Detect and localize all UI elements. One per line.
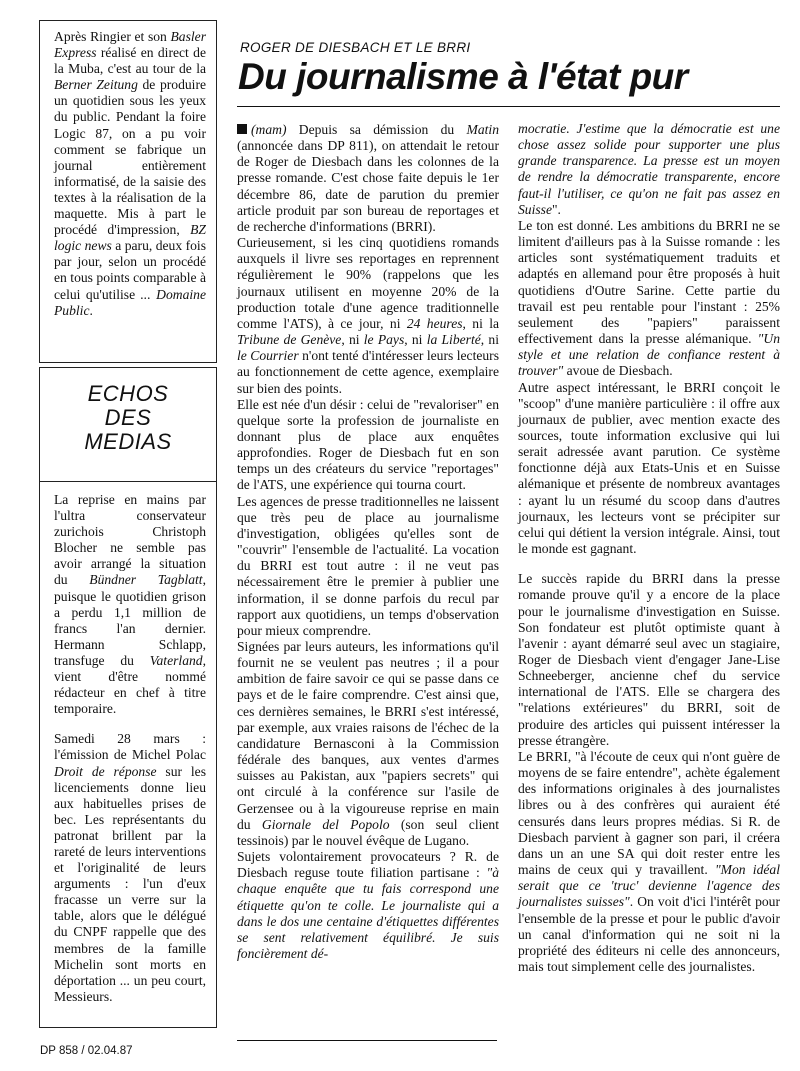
sidebar-box-bottom xyxy=(39,481,217,1028)
echos-des-medias-title: ECHOS DES MEDIAS xyxy=(84,381,172,454)
article-paragraph: Autre aspect intéressant, le BRRI conçoit le "scoop" d'une manière particulière : il offre aux journaux de publier, avec mention exacte des sources, toute information exclusive qui lui serait adressée avant parution. Ce système fonctionne déjà aux Etats-Unis et en Suisse alémanique et présente de nombreux avantages : ayant lu un résumé du scoop dans d'autres journaux, les lecteurs vont se précipiter sur celui qui détient la version intégrale. Ainsi, tout le monde est gagnant. xyxy=(518,379,780,557)
sidebar-bottom-paragraph-1: La reprise en mains par l'ultra conservateur zurichois Christoph Blocher ne semble pas avoir arrangé la situation du Bündner Tagblatt, puisque le quotidien grison a perdu 1,1 million de francs l'an dernier. Hermann Schlapp, transfuge du Vaterland, vient d'être nommé rédacteur en chef à titre temporaire. xyxy=(54,492,206,717)
bullet-square-icon xyxy=(237,124,247,134)
article-paragraph: Sujets volontairement provocateurs ? R. de Diesbach reguse toute filiation partisane : "à chaque enquête que tu fais correspond une étiquette qu'on te colle. Le journaliste qui a dans le dos une centaine d'étiquettes différentes se sent relativement équilibré. Je suis foncièrement dé- xyxy=(237,849,499,961)
column-bottom-rule xyxy=(237,1040,497,1041)
article-paragraph: Signées par leurs auteurs, les informations qu'il fournit ne se veulent pas neutres ; il a pour ambition de faire savoir ce qui se passe dans ce pays et de le faire comprendre. C'est ainsi que, ces dernières semaines, le BRRI s'est intéressé, par exemple, aux vraies raisons de l'échec de la candidature Bernasconi à la Commission fédérale des banques, aux ventes d'armes suisses au Pakistan, aux "papiers secrets" qui ont circulé à la conférence sur l'asile de Gerzensee ou à la vigoureuse reprise en main du Giornale del Popolo (son seul client tessinois) par le nouvel évêque de Lugano. xyxy=(237,639,499,848)
article-kicker: ROGER DE DIESBACH ET LE BRRI xyxy=(240,40,471,55)
article-paragraph: Elle est née d'un désir : celui de "revaloriser" en quelque sorte la profession de journaliste en donnant plus de place aux enquêtes approfondies. Roger de Diesbach fut en son temps un des créateurs du service "reportages" de l'ATS, une expérience qui tourna court. xyxy=(237,396,499,493)
article-paragraph: mocratie. J'estime que la démocratie est une chose assez solide pour supporter une plus grande transparence. La presse est un moyen de rendre la démocratie transparente, encore faut-il l'utiliser, ce qu'on ne fait pas assez en Suisse". xyxy=(518,121,780,217)
article-paragraph: Curieusement, si les cinq quotidiens romands auxquels il livre ses reportages en reprennent régulièrement le 90% (rappelons que les journaux utilisent en moyenne 20% de la production totale d'une agence traditionnelle comme l'ATS), à ce jour, ni 24 heures, ni la Tribune de Genève, ni le Pays, ni la Liberté, ni le Courrier n'ont tenté d'intéresser leurs lecteurs au fonctionnement de cette agence, exemplaire sur bien des points. xyxy=(237,235,500,396)
headline-rule xyxy=(237,106,780,107)
sidebar-top-paragraph: Après Ringier et son Basler Express réalisé en direct de la Muba, c'est au tour de la Berner Zeitung de produire un quotidien sous les yeux du public. Pendant la foire Logic 87, on a pu voir comment se fabrique un journal entièrement informatisé, de la saisie des textes à la réalisation de la maquette. Mis à part le procédé d'impression, BZ logic news a paru, deux fois par jour, selon un procédé en tous points comparable à celui qu'utilise ... Domaine Public. xyxy=(54,29,207,318)
article-column-left xyxy=(237,122,499,962)
article-headline: Du journalisme à l'état pur xyxy=(238,56,688,97)
sidebar-bottom-paragraph-2: Samedi 28 mars : l'émission de Michel Polac Droit de réponse sur les licenciements donne lieu aux habituelles prises de bec. Les représentants du patronat brillent par la rareté de leurs interventions et l'originalité de leurs arguments : l'un d'eux fracasse un verre sur la table, alors que le délégué du CNPF rappelle que des membres de la famille Michelin sont morts en déportation ... un peu court, Messieurs. xyxy=(54,731,207,1004)
sidebar-bottom-text xyxy=(54,492,206,1005)
sidebar-box-top xyxy=(39,20,217,363)
article-paragraph: Le succès rapide du BRRI dans la presse romande prouve qu'il y a encore de la place pour le journalisme d'investigation en Suisse. Son fondateur est plutôt optimiste quant à l'avenir : ayant démarré seul avec un stagiaire, Roger de Diesbach vient d'engager Jane-Lise Schneeberger, ancienne chef du service international de l'ATS. Elle se chargera des "relations extérieures" du BRRI, soit de produire des articles qui puissent intéresser la presse étrangère. xyxy=(518,571,780,748)
echos-des-medias-box xyxy=(39,367,217,485)
article-paragraph: Le BRRI, "à l'écoute de ceux qui n'ont guère de moyens de se faire entendre", achète également des informations originales à des journalistes libres ou à des confrères qui auraient été censurés dans leurs propres médias. Si R. de Diesbach parvient à gagner son pari, il créera dans un an une SA qui doit rester entre les mains de ceux qui y travaillent. "Mon idéal serait que ce 'truc' devienne l'agence des journalistes suisses". On voit d'ici l'intérêt pour l'ensemble de la presse et pour le public d'avoir un canal d'information qui ne soit ni la propriété des éditeurs ni celle des annonceurs, mais tout simplement celle des journalistes. xyxy=(518,748,781,974)
sidebar-top-text xyxy=(54,29,206,319)
article-column-right xyxy=(518,121,780,975)
article-paragraph: (mam) Depuis sa démission du Matin (annoncée dans DP 811), on attendait le retour de Roger de Diesbach dans les colonnes de la presse romande. C'est chose faite depuis le 1er décembre 86, date de parution du premier article produit par son bureau de reportages et de recherche d'informations (BRRI). xyxy=(237,122,499,234)
page-footer: DP 858 / 02.04.87 xyxy=(40,1045,133,1057)
article-paragraph: Les agences de presse traditionnelles ne laissent que très peu de place au journalisme d'investigation, obligées qu'elles sont de "couvrir" l'ensemble de l'actualité. La vocation du BRRI est tout autre : il ne veut pas nécessairement être le premier à publier une information, il se donne parfois du recul par rapport aux quotidiens, un temps d'observation pour mieux comprendre. xyxy=(237,493,499,638)
article-paragraph: Le ton est donné. Les ambitions du BRRI ne se limitent d'ailleurs pas à la Suisse romande : les articles sont systématiquement traduits et adaptés en allemand pour être proposés à huit quotidiens d'Outre Sarine. Cette partie du travail est peu rentable pour l'instant : 25% seulement des "papiers" paraissent effectivement dans la presse alémanique. "Un style et une relation de confiance restent à trouver" avoue de Diesbach. xyxy=(518,217,780,379)
